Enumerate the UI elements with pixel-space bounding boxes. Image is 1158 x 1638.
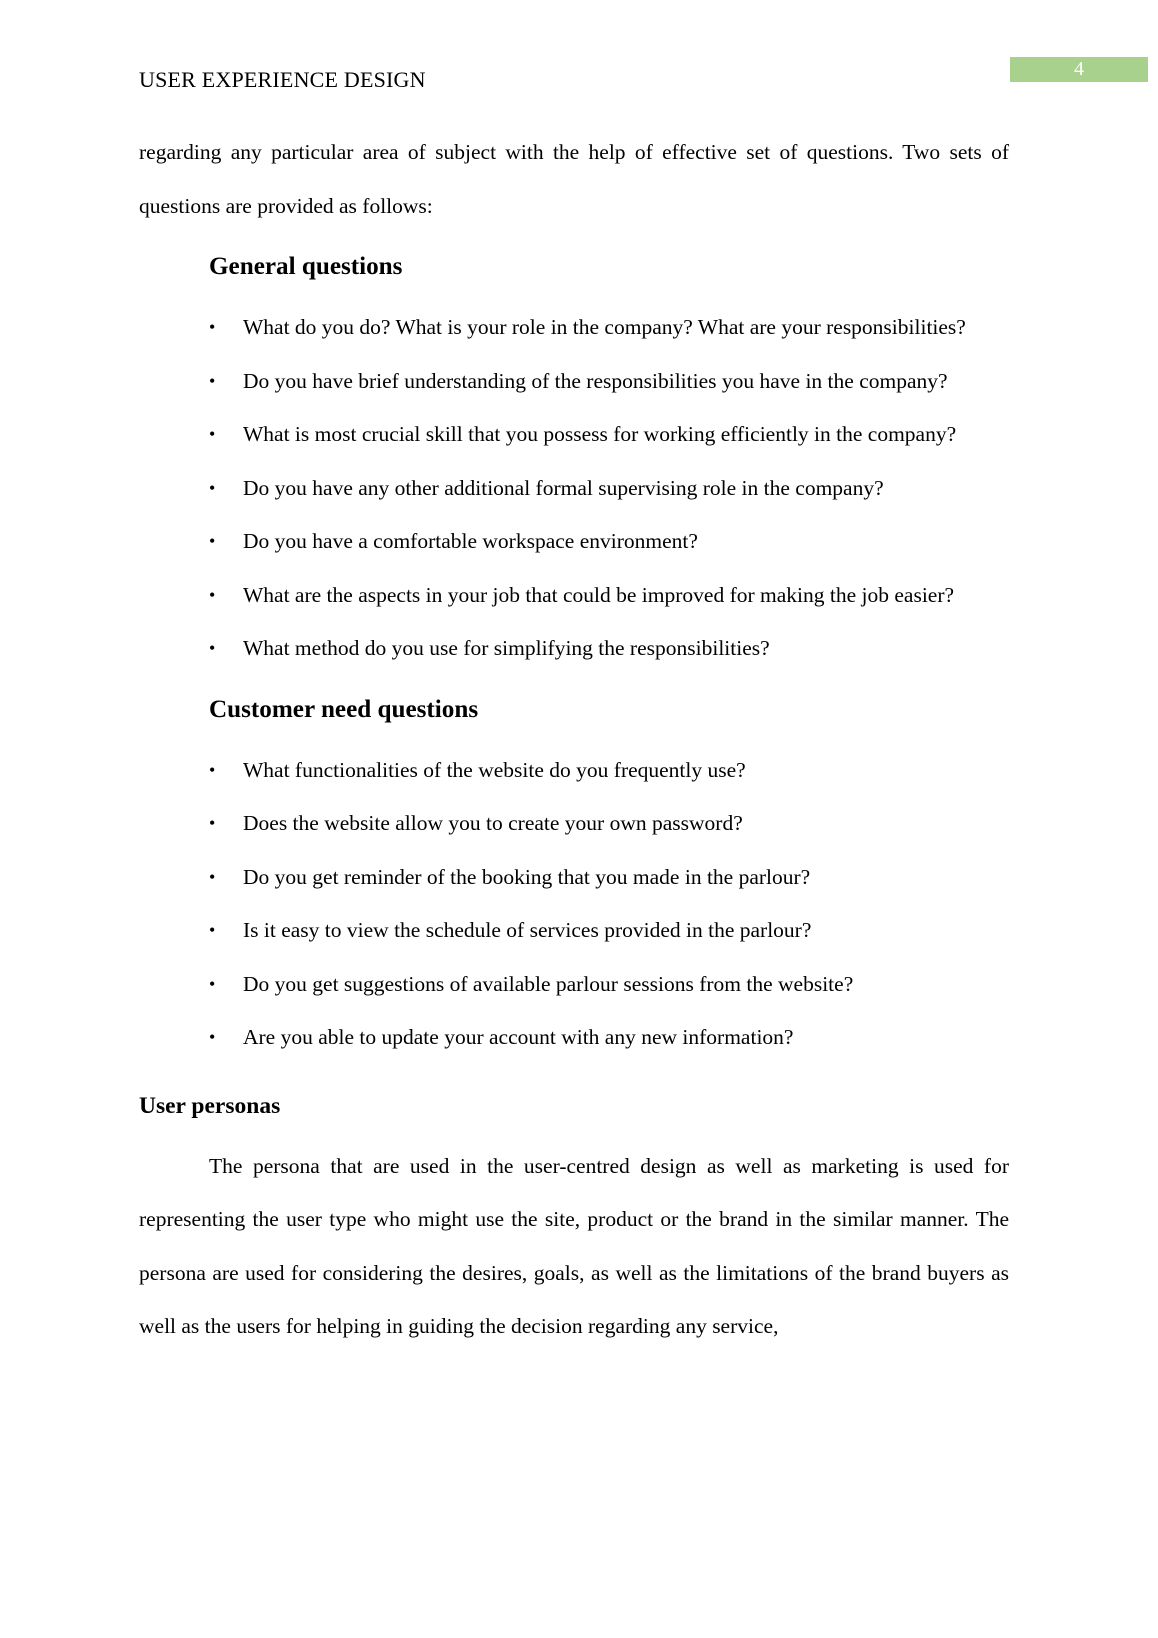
list-item-text: Do you have any other additional formal supervising role in the company? <box>243 475 884 500</box>
bullet-icon: • <box>209 370 216 391</box>
list-item-text: What do you do? What is your role in the company? What are your responsibilities? <box>243 315 966 339</box>
list-item <box>139 622 1009 676</box>
customer-need-questions-heading: Customer need questions <box>209 695 479 723</box>
general-questions-heading: General questions <box>209 253 403 280</box>
list-item <box>139 1011 1009 1065</box>
general-questions-list <box>139 301 1009 676</box>
bullet-icon: • <box>209 531 216 551</box>
list-item-text: What are the aspects in your job that could be improved for making the job easier? <box>243 582 955 607</box>
bullet-icon: • <box>209 638 216 658</box>
intro-paragraph: regarding any particular area of subject with the help of effective set of questions. Two sets of questions are provided as follows: <box>139 140 1009 218</box>
list-item <box>139 797 1009 851</box>
list-item-text: Do you have brief understanding of the responsibilities you have in the company? <box>243 368 948 393</box>
list-item <box>139 851 1009 905</box>
list-item-text: Do you have a comfortable workspace environment? <box>243 529 698 553</box>
document-body <box>139 126 1009 1354</box>
bullet-icon: • <box>209 973 216 994</box>
list-item <box>139 355 1009 409</box>
list-item-text: Does the website allow you to create your own password? <box>243 811 743 835</box>
bullet-icon: • <box>209 866 216 887</box>
bullet-icon: • <box>209 813 216 833</box>
bullet-icon: • <box>209 759 216 780</box>
list-item-text: What functionalities of the website do you frequently use? <box>243 757 746 782</box>
list-item <box>139 569 1009 623</box>
bullet-icon: • <box>209 1027 216 1047</box>
bullet-icon: • <box>209 477 216 498</box>
list-item-text: Do you get suggestions of available parlour sessions from the website? <box>243 971 854 996</box>
bullet-icon: • <box>209 424 216 444</box>
list-item <box>139 462 1009 516</box>
running-head: USER EXPERIENCE DESIGN <box>139 67 426 92</box>
list-item <box>139 408 1009 462</box>
list-item-text: What is most crucial skill that you possess for working efficiently in the company? <box>243 422 957 446</box>
list-item <box>139 904 1009 958</box>
customer-need-questions-list <box>139 744 1009 1065</box>
bullet-icon: • <box>209 317 216 337</box>
user-personas-heading: User personas <box>139 1092 281 1119</box>
list-item <box>139 958 1009 1012</box>
list-item <box>139 515 1009 569</box>
list-item-text: What method do you use for simplifying the responsibilities? <box>243 636 770 660</box>
bullet-icon: • <box>209 920 216 940</box>
bullet-icon: • <box>209 584 216 605</box>
list-item <box>139 301 1009 355</box>
list-item <box>139 744 1009 798</box>
list-item-text: Do you get reminder of the booking that you made in the parlour? <box>243 864 811 889</box>
page-number: 4 <box>1010 57 1148 82</box>
list-item-text: Are you able to update your account with any new information? <box>243 1025 794 1049</box>
user-personas-paragraph: The persona that are used in the user-centred design as well as marketing is used for representing the user type who might use the site, product or the brand in the similar manner. The persona are used for considering the desires, goals, as well as the limitations of the brand buyers as well as the users for helping in guiding the decision regarding any service, <box>139 1153 1009 1338</box>
list-item-text: Is it easy to view the schedule of services provided in the parlour? <box>243 918 812 942</box>
